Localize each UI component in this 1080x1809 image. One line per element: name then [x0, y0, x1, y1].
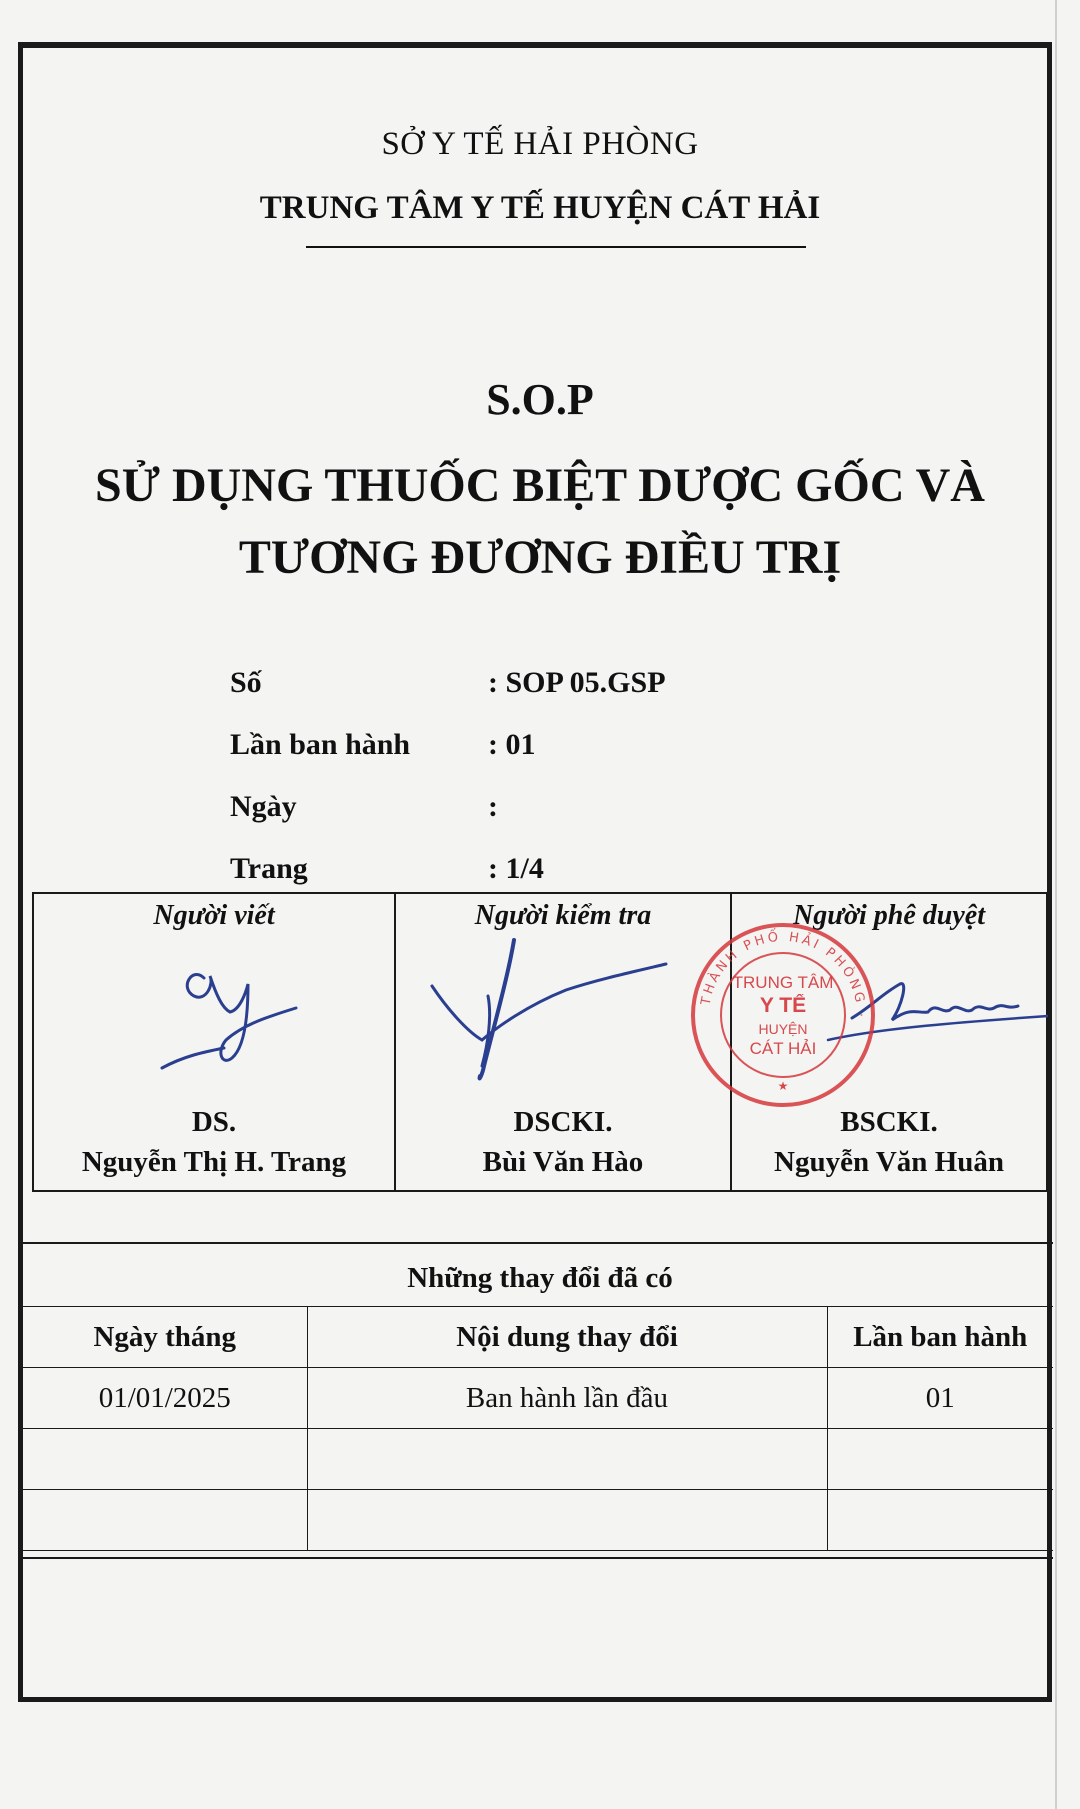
department-name: SỞ Y TẾ HẢI PHÒNG [381, 126, 699, 162]
signature-writer [34, 936, 394, 1102]
svg-text:★: ★ [777, 1079, 789, 1093]
column-header-date: Ngày tháng [23, 1307, 307, 1368]
changes-title: Những thay đổi đã có [407, 1262, 673, 1294]
table-cell-content: Ban hành lần đầu [307, 1368, 827, 1429]
table-cell-issue [827, 1490, 1053, 1551]
official-seal [688, 920, 878, 1115]
signatory-name: Bùi Văn Hào [482, 1146, 644, 1178]
table-cell-content [307, 1490, 827, 1551]
svg-text:HUYỆN: HUYỆN [758, 1021, 808, 1037]
signatory-role: Người viết [153, 900, 275, 931]
table-row [23, 1429, 1053, 1490]
column-header-issue: Lần ban hành [827, 1307, 1053, 1368]
organization-name: TRUNG TÂM Y TẾ HUYỆN CÁT HẢI [259, 190, 821, 226]
table-cell-issue [827, 1429, 1053, 1490]
table-cell-date: 01/01/2025 [23, 1368, 307, 1429]
column-header-content: Nội dung thay đổi [307, 1307, 827, 1368]
table-row [23, 1368, 1053, 1429]
signatory-role: Người phê duyệt [792, 900, 985, 931]
sop-label: S.O.P [486, 375, 594, 424]
page-edge [1055, 0, 1057, 1809]
seal-icon [688, 920, 878, 1110]
meta-key: Ngày [230, 790, 297, 823]
meta-key: Trang [230, 852, 308, 885]
signatory-role: Người kiểm tra [474, 900, 652, 931]
table-cell-content [307, 1429, 827, 1490]
svg-text:Y TẾ: Y TẾ [759, 994, 807, 1017]
changes-table [23, 1306, 1053, 1551]
meta-key: Số [230, 666, 262, 699]
svg-text:TRUNG TÂM: TRUNG TÂM [732, 973, 834, 992]
signatory-reviewer [395, 893, 731, 1191]
table-header-row [23, 1307, 1053, 1368]
meta-value: : SOP 05.GSP [488, 666, 666, 699]
signatory-title: DSCKI. [513, 1106, 613, 1138]
signatory-name: Nguyễn Văn Huân [774, 1146, 1004, 1178]
signature-reviewer [396, 936, 730, 1102]
document-title-line-2: TƯƠNG ĐƯƠNG ĐIỀU TRỊ [238, 531, 842, 584]
handwritten-signature-icon [34, 936, 396, 1102]
signatory-writer [33, 893, 395, 1191]
signature-table [32, 892, 1048, 1192]
document-title [40, 450, 1040, 594]
meta-value: : 01 [488, 728, 536, 761]
handwritten-signature-icon [396, 936, 732, 1102]
table-cell-issue: 01 [827, 1368, 1053, 1429]
meta-key: Lần ban hành [230, 728, 411, 761]
signatory-title: DS. [191, 1106, 237, 1138]
signatory-name: Nguyễn Thị H. Trang [81, 1146, 347, 1178]
table-cell-date [23, 1490, 307, 1551]
document-title-line-1: SỬ DỤNG THUỐC BIỆT DƯỢC GỐC VÀ [95, 459, 985, 512]
header-divider [306, 246, 806, 248]
meta-value: : 1/4 [488, 852, 544, 885]
table-cell-date [23, 1429, 307, 1490]
signatory-title: BSCKI. [840, 1106, 938, 1138]
meta-value: : [488, 790, 498, 823]
table-row [23, 1490, 1053, 1551]
svg-text:CÁT HẢI: CÁT HẢI [749, 1039, 817, 1058]
svg-text:THÀNH PHỐ HẢI PHÒNG ·: THÀNH PHỐ HẢI PHÒNG · [698, 929, 869, 1021]
